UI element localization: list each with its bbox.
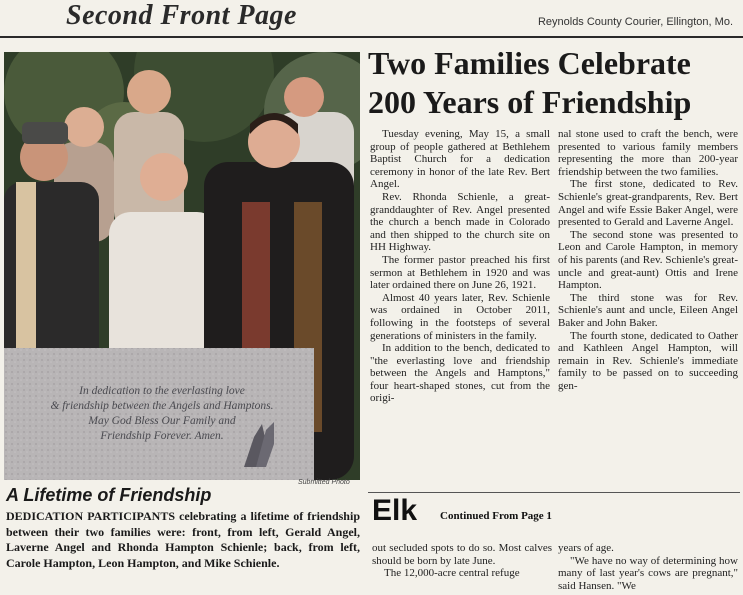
caption-text: DEDICATION PARTICIPANTS celebrating a lifetime of friendship between their two families were: front, from left, Gerald Angel, Laverne Angel and Rhonda Hampton Schienle; back, from left, Carole Hampton, Leon Hampton, and Mike Schienle.	[6, 509, 360, 570]
dedication-photo	[4, 52, 360, 480]
paragraph: The first stone, dedicated to Rev. Schienle's great-grandparents, Rev. Bert Angel and wife Essie Baker Angel, were presented to Gerald and Laverne Angel.	[558, 178, 738, 229]
paragraph: Tuesday evening, May 15, a small group of people gathered at Bethlehem Baptist Church for a dedication ceremony in honor of the late Rev. Bert Angel.	[370, 128, 550, 191]
caption-heading: A Lifetime of Friendship	[6, 485, 212, 505]
paragraph: The fourth stone, dedicated to Oather and Kathleen Angel Hampton, will remain in Rev. Schienle's immediate family to be passed on to succeeding gen-	[558, 329, 738, 392]
photo-credit: Submitted Photo	[298, 479, 350, 486]
section-title: Second Front Page	[66, 0, 297, 31]
article-column-1	[370, 128, 550, 405]
paragraph: The second stone was presented to Leon and Carole Hampton, in memory of his parents (and Rev. Schienle's great-uncle and great-aunt) Ottis and Irene Hampton.	[558, 228, 738, 292]
stone-line: In dedication to the everlasting love	[79, 385, 245, 397]
stone-line: & friendship between the Angels and Hamptons.	[50, 400, 274, 412]
paragraph: In addition to the bench, dedicated to "the everlasting love and friendship between the Angels and Hamptons," four heart-shaped stones, cut from the origi-	[370, 342, 550, 405]
article-divider	[368, 492, 740, 493]
elk-heading: Elk	[372, 494, 418, 527]
stone-inscription	[12, 384, 312, 444]
elk-column-2	[558, 542, 738, 592]
paragraph: out secluded spots to do so. Most calves should be born by late June.	[372, 542, 552, 567]
headline-line: Two Families Celebrate	[368, 45, 691, 81]
elk-continued-label: Continued From Page 1	[440, 510, 552, 522]
article-headline	[368, 44, 740, 122]
headline-line: 200 Years of Friendship	[368, 84, 692, 120]
article-column-2	[558, 128, 738, 392]
paragraph: The 12,000-acre central refuge	[384, 567, 520, 580]
paragraph: The former pastor preached his first sermon at Bethlehem in 1920 and was later ordained there on June 26, 1921.	[370, 253, 550, 292]
paragraph: Rev. Rhonda Schienle, a great-granddaughter of Rev. Angel presented the church a bench made in Colorado and then shipped to the church site on HH Highway.	[370, 190, 550, 254]
paragraph: nal stone used to craft the bench, were presented to various family members representing the more than 200-year friendship between the two families.	[558, 128, 738, 178]
stone-line: May God Bless Our Family and	[88, 415, 236, 427]
page-header	[0, 0, 743, 38]
elk-column-1	[372, 542, 552, 580]
paragraph: "We have no way of determining how many of last year's cows are pregnant," said Hansen. "We	[558, 554, 738, 592]
paper-name: Reynolds County Courier, Ellington, Mo.	[537, 16, 733, 28]
paragraph: years of age.	[558, 542, 614, 554]
stone-line: Friendship Forever. Amen.	[100, 430, 224, 442]
paragraph: Almost 40 years later, Rev. Schienle was ordained in October 2011, following in the footsteps of several generations of ministers in the family.	[370, 291, 550, 342]
paragraph: The third stone was for Rev. Schienle's aunt and uncle, Eileen Angel Baker and John Baker.	[558, 291, 738, 329]
